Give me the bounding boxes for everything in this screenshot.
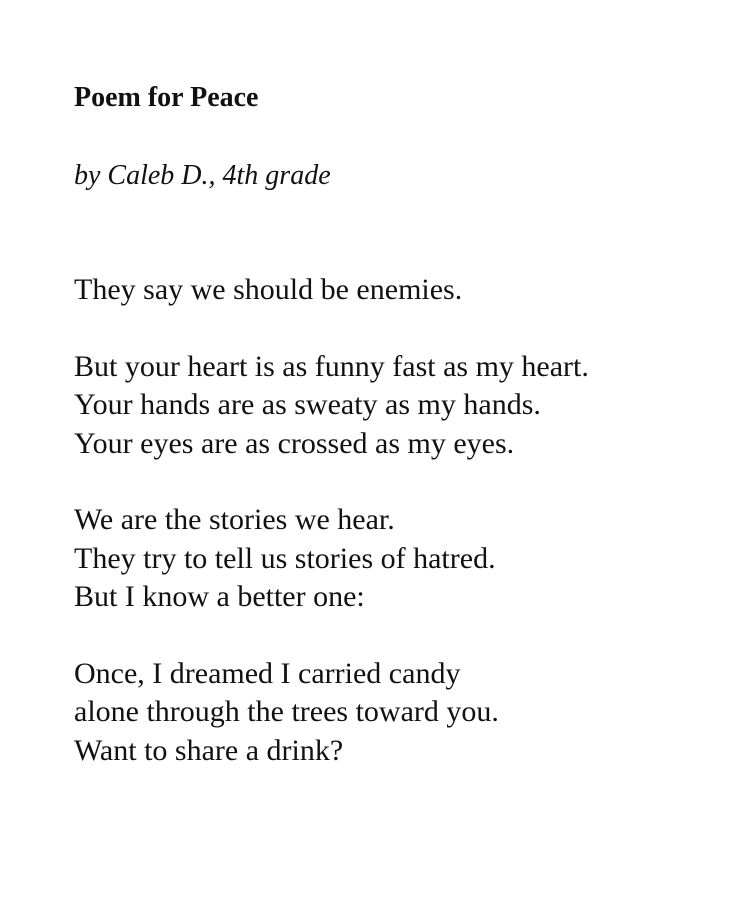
poem-title: Poem for Peace [74, 82, 259, 113]
poem-line: We are the stories we hear. [74, 503, 395, 536]
poem-byline: by Caleb D., 4th grade [74, 160, 331, 191]
poem-line: Your eyes are as crossed as my eyes. [74, 426, 515, 460]
poem-line: Want to share a drink? [74, 733, 344, 767]
stanza-3 [74, 501, 714, 617]
stanza-4 [74, 655, 714, 771]
poem-line: Once, I dreamed I carried candy [74, 656, 461, 690]
poem-line: alone through the trees toward you. [74, 695, 499, 728]
poem-line: But your heart is as funny fast as my heart. [74, 349, 589, 383]
poem-body [74, 271, 714, 770]
stanza-1 [74, 271, 714, 310]
poem-line: Your hands are as sweaty as my hands. [74, 388, 541, 421]
poem-line: They try to tell us stories of hatred. [74, 541, 496, 575]
stanza-2 [74, 348, 714, 464]
poem-line: They say we should be enemies. [74, 273, 463, 306]
poem-document [74, 80, 714, 808]
poem-line: But I know a better one: [74, 580, 365, 613]
